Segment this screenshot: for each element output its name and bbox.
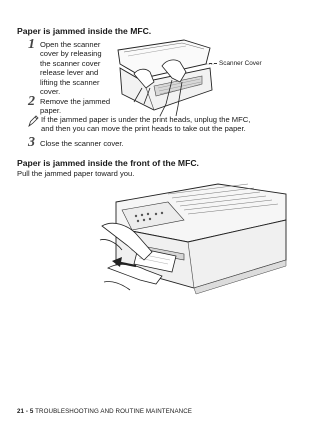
- step-number-3: 3: [28, 135, 35, 150]
- step-number-2: 2: [28, 94, 35, 109]
- page-footer: [17, 408, 192, 416]
- step-1-line: cover by releasing: [40, 49, 102, 59]
- scanner-cover-illustration: [114, 38, 214, 116]
- step-1-line: release lever and: [40, 68, 99, 78]
- note-line: If the jammed paper is under the print heads, unplug the MFC,: [41, 115, 251, 124]
- section-heading-front: Paper is jammed inside the front of the MFC.: [17, 158, 199, 168]
- step-1-line: Open the scanner: [40, 40, 101, 49]
- front-jam-illustration: [98, 180, 288, 310]
- step-2-text: [40, 97, 115, 116]
- step-1-text: [40, 40, 115, 96]
- section-heading-inside: Paper is jammed inside the MFC.: [17, 26, 152, 36]
- note-text: [41, 115, 296, 134]
- step-number-1: 1: [28, 37, 35, 52]
- note-icon: [28, 115, 39, 127]
- step-2-line: paper.: [40, 106, 62, 116]
- callout-leader: [209, 63, 217, 64]
- section-2-text: Pull the jammed paper toward you.: [17, 169, 135, 178]
- scanner-cover-label: Scanner Cover: [219, 60, 262, 67]
- step-1-line: lifting the scanner: [40, 77, 100, 87]
- step-1-line: cover.: [40, 87, 61, 97]
- chapter-title: TROUBLESHOOTING AND ROUTINE MAINTENANCE: [35, 408, 193, 415]
- note-line: and then you can move the print heads to take out the paper.: [41, 124, 246, 134]
- step-3-text: Close the scanner cover.: [40, 139, 124, 148]
- step-2-line: Remove the jammed: [40, 97, 111, 106]
- page-number: 21 - 5: [17, 408, 34, 415]
- step-1-line: the scanner cover: [40, 58, 101, 68]
